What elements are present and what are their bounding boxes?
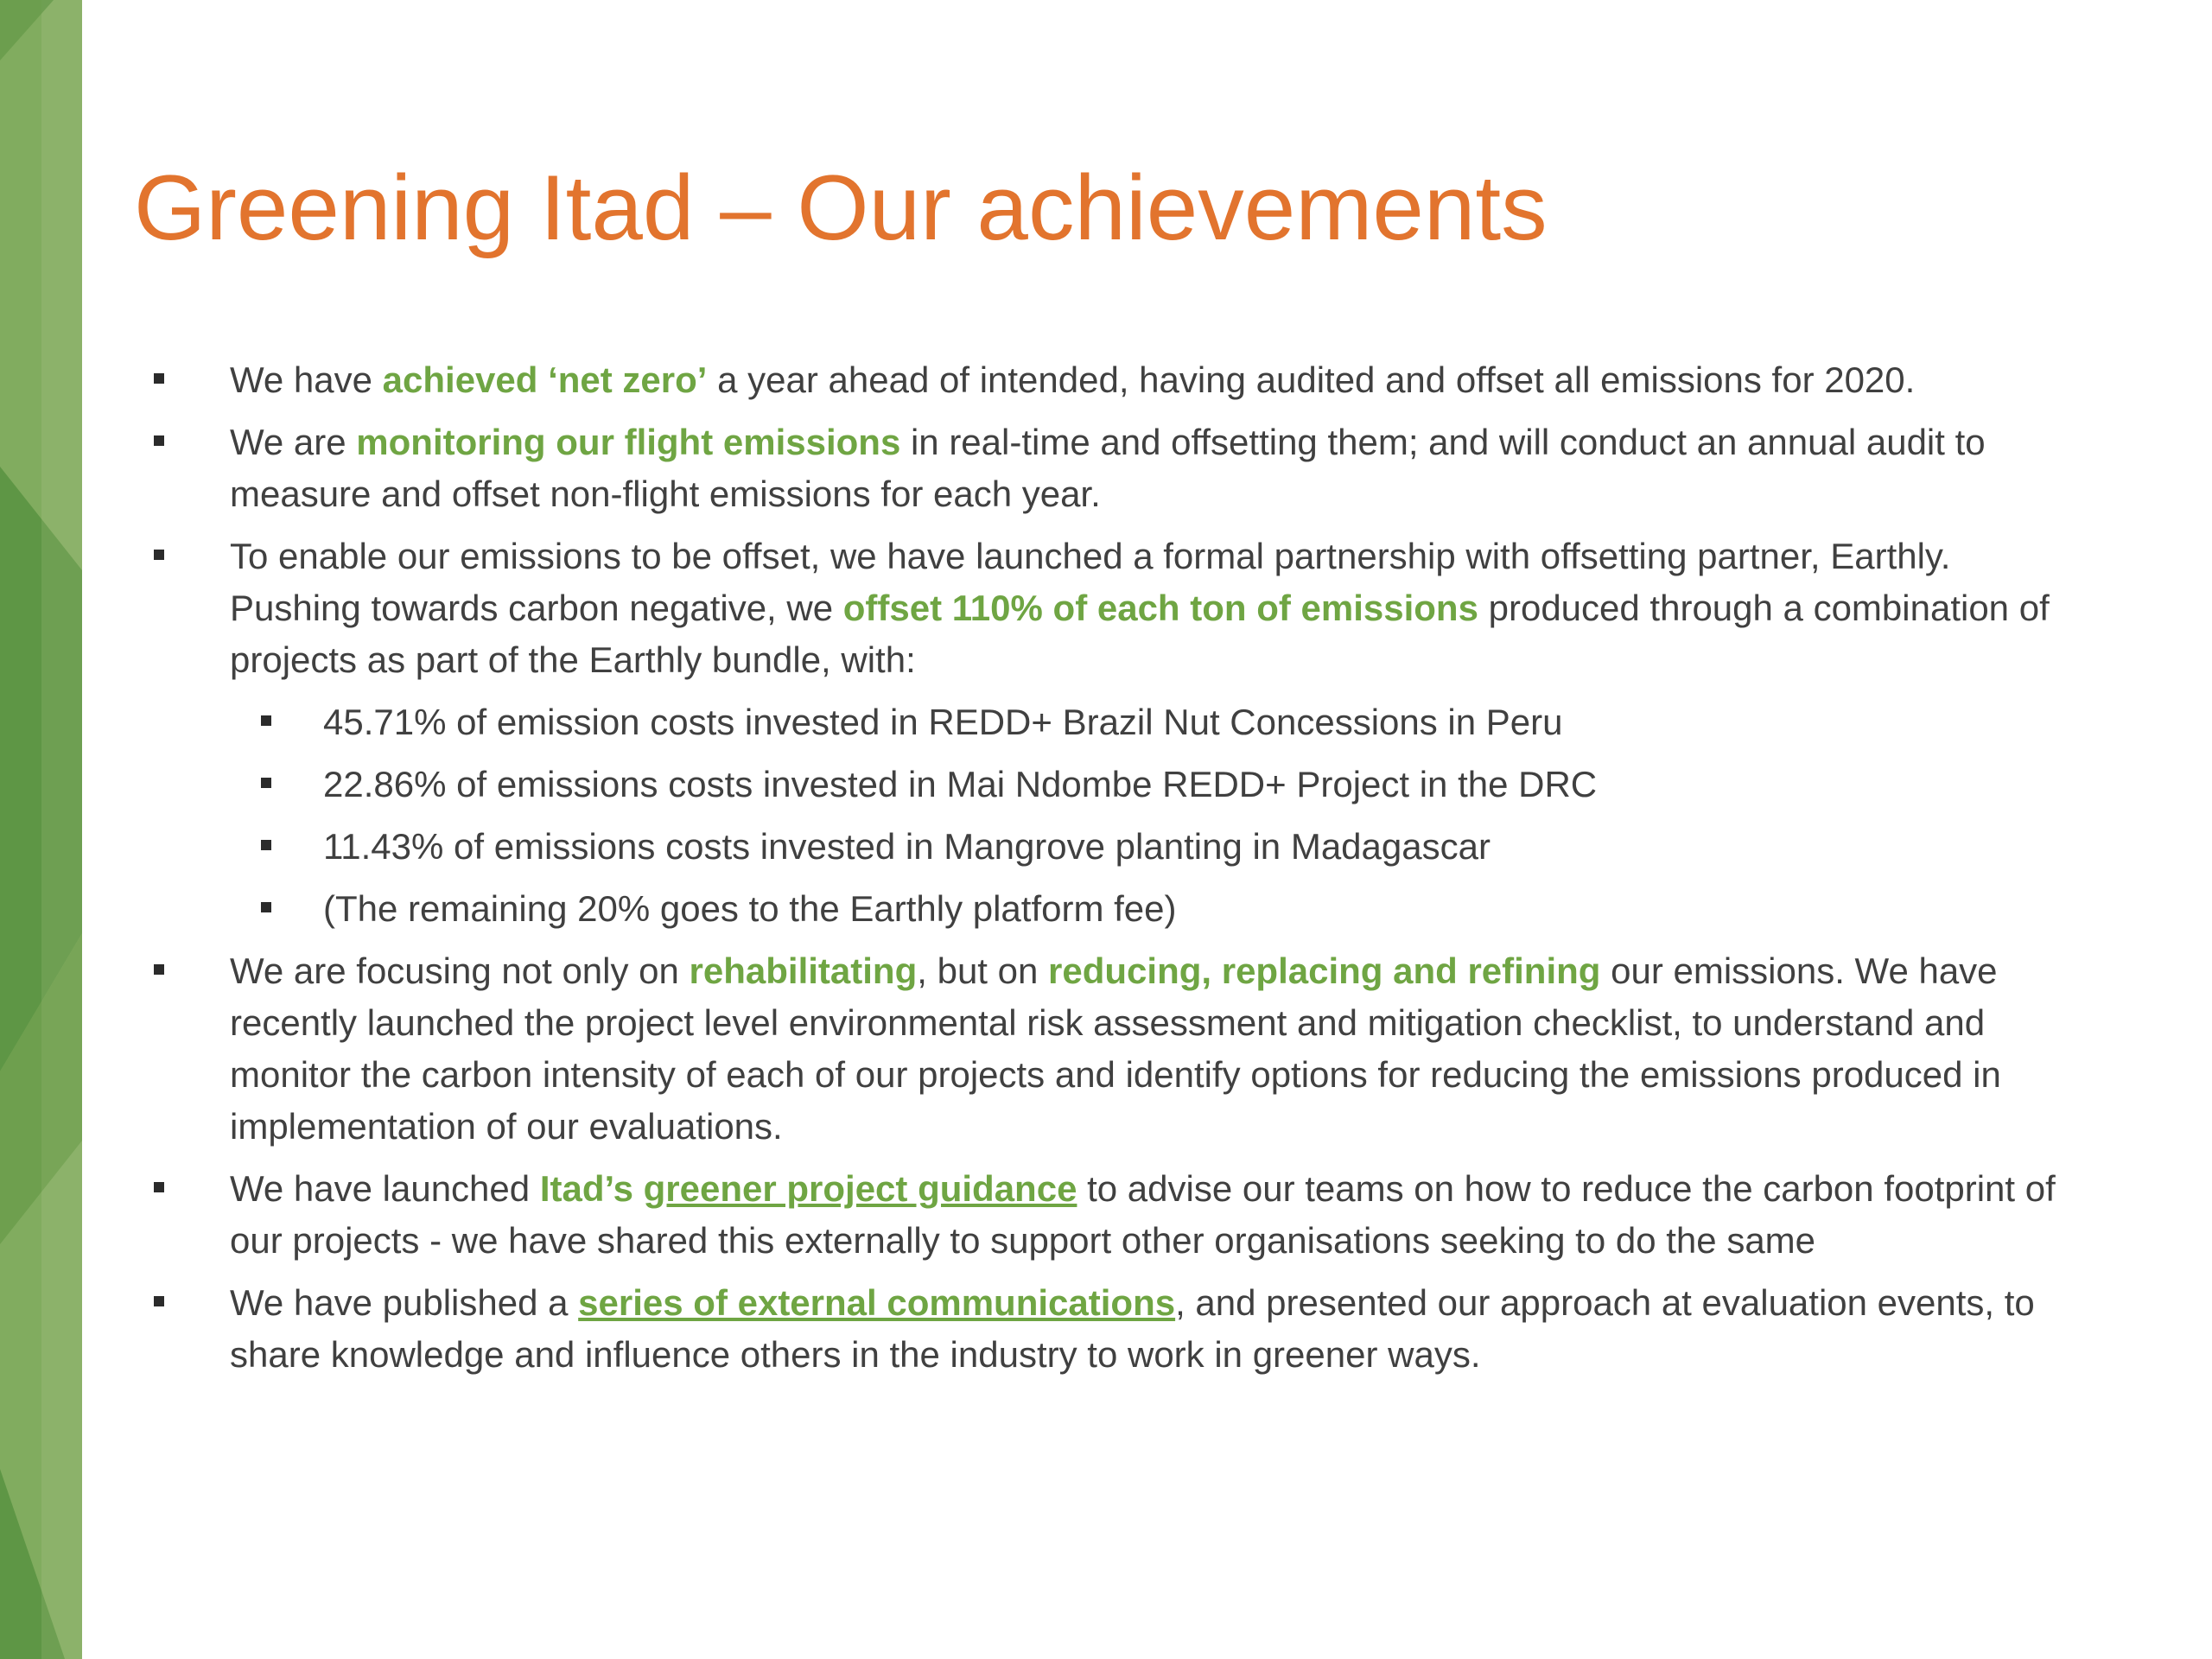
bullet-text: , and presented our approach at evaluation events, to share knowledge and influence others in the industry to work in greener ways. [230,1282,2035,1375]
sub-bullet-peru [230,696,2091,748]
highlight-text: offset 110% of each ton of emissions [842,588,1478,628]
external-communications-link[interactable]: series of external communications [578,1282,1176,1323]
bullet-net-zero [0,354,2160,406]
bullet-text: We are focusing not only on [230,950,690,991]
bullet-text: We have launched [230,1168,540,1209]
square-bullet-icon [154,373,164,384]
sub-bullet-text: 22.86% of emissions costs invested in Mai Ndombe REDD+ Project in the DRC [323,764,1598,804]
bullet-text [633,1168,644,1209]
bullet-text: to advise our teams on how to reduce the carbon footprint of our projects - we have shared this externally to support other organisations seeking to do the same [230,1168,2056,1261]
square-bullet-icon [154,1296,164,1306]
bullet-reducing-emissions [0,945,2160,1153]
highlight-text: monitoring our flight emissions [356,422,901,462]
sub-bullet-drc [230,759,2091,810]
sub-bullet-madagascar [230,821,2091,873]
square-bullet-icon [154,550,164,560]
square-bullet-icon [154,435,164,446]
highlight-text: achieved ‘net zero’ [382,359,708,400]
highlight-text: rehabilitating [689,950,918,991]
bullet-text: a year ahead of intended, having audited and offset all emissions for 2020. [707,359,1916,400]
square-bullet-icon [261,778,271,788]
square-bullet-icon [154,1182,164,1192]
sub-bullet-text: (The remaining 20% goes to the Earthly platform fee) [323,888,1177,929]
bullet-list [0,354,2160,1381]
sub-bullet-platform-fee [230,883,2091,935]
bullet-text: To enable our emissions to be offset, we have launched a formal partnership with offsetting partner, Earthly. Pushing towards carbon negative, we [230,536,1951,628]
bullet-offset-partnership [0,531,2160,935]
bullet-text: produced through a combination of projects as part of the Earthly bundle, with: [230,588,2050,680]
highlight-text: reducing, replacing and refining [1048,950,1601,991]
bullet-project-guidance [0,1163,2160,1267]
square-bullet-icon [154,964,164,975]
highlight-text: Itad’s [539,1168,633,1209]
sub-bullet-text: 11.43% of emissions costs invested in Mangrove planting in Madagascar [323,826,1491,867]
bullet-external-communications [0,1277,2160,1381]
slide-title: Greening Itad – Our achievements [134,156,1548,259]
slide-content [0,354,2160,1391]
bullet-flight-emissions [0,416,2160,520]
bullet-text: , but on [917,950,1049,991]
greener-project-guidance-link[interactable]: greener project guidance [643,1168,1077,1209]
sub-bullet-text: 45.71% of emission costs invested in REDD+ Brazil Nut Concessions in Peru [323,702,1563,742]
square-bullet-icon [261,902,271,912]
square-bullet-icon [261,840,271,850]
sub-bullet-list [230,696,2091,935]
bullet-text: in real-time and offsetting them; and will conduct an annual audit to measure and offset non-flight emissions for each year. [230,422,1986,514]
bullet-text: We are [230,422,357,462]
bullet-text: We have published a [230,1282,579,1323]
square-bullet-icon [261,715,271,726]
bullet-text: our emissions. We have recently launched the project level environmental risk assessment and mitigation checklist, to understand and monitor the carbon intensity of each of our projects and identify options for reducing the emissions produced in implementation of our evaluations. [230,950,2001,1147]
bullet-text: We have [230,359,383,400]
